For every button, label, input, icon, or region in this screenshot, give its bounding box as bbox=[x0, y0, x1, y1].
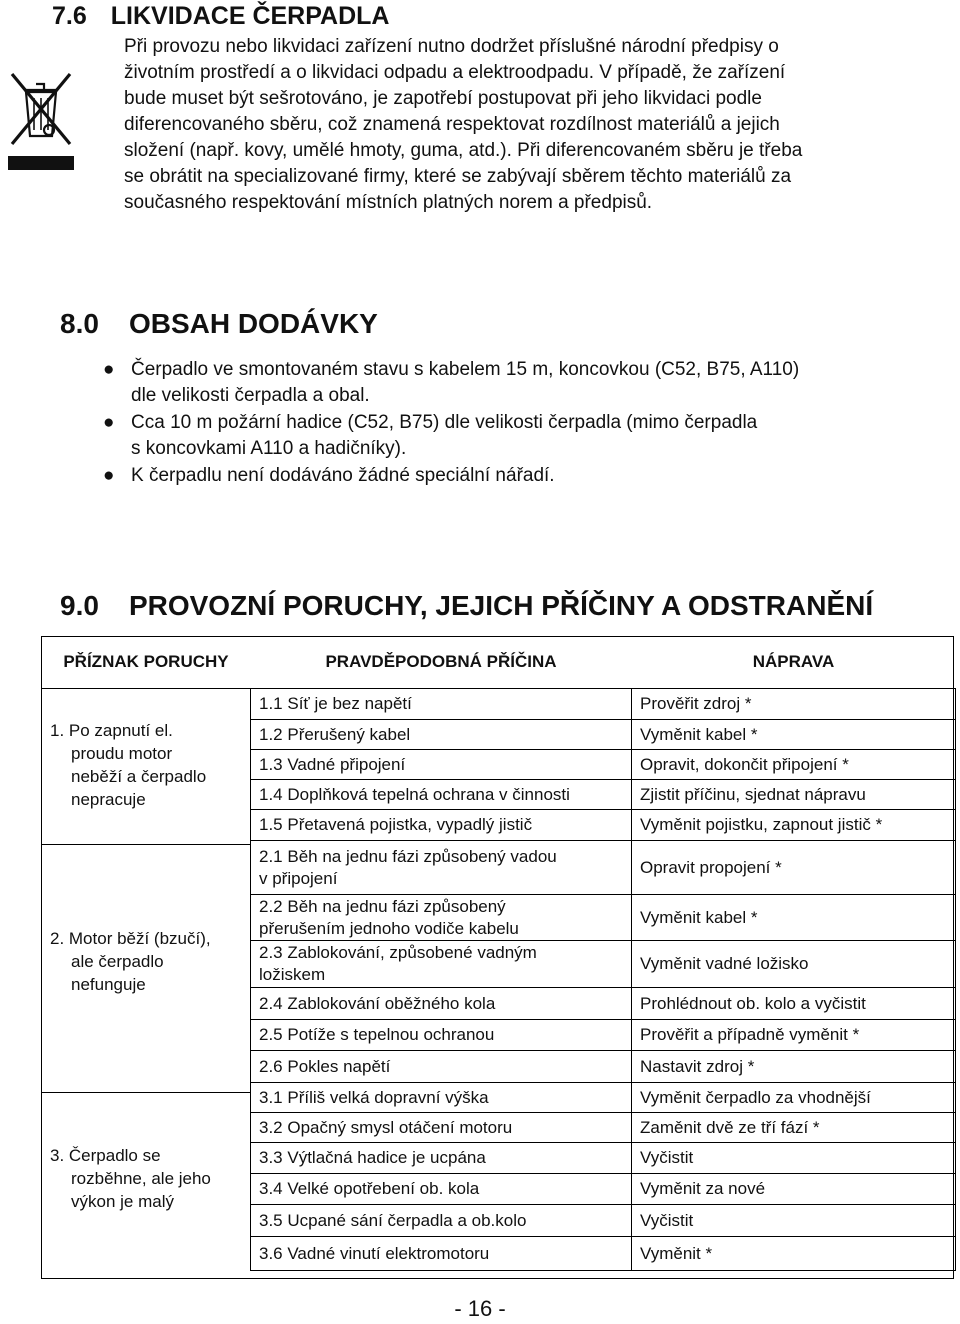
remedy-cell: Vyměnit za nové bbox=[632, 1174, 956, 1205]
header-cause: PRAVDĚPODOBNÁ PŘÍČINA bbox=[325, 652, 557, 671]
remedy-cell: Nastavit zdroj * bbox=[632, 1051, 956, 1083]
weee-crossed-bin-icon bbox=[8, 70, 74, 174]
cause-cell: 3.2 Opačný smysl otáčení motoru bbox=[251, 1113, 632, 1143]
paragraph-line: životním prostředí a o likvidaci odpadu a elektroodpadu. V případě, že zařízení bbox=[124, 62, 786, 83]
cause-cell: 3.4 Velké opotřebení ob. kola bbox=[251, 1174, 632, 1205]
fault-table bbox=[41, 636, 956, 1271]
cause-cell: 3.1 Příliš velká dopravní výška bbox=[251, 1083, 632, 1113]
symptom-cell: 2. Motor běží (bzučí), ale čerpadlo nefunguje bbox=[42, 841, 251, 1083]
bullet-icon: ● bbox=[103, 412, 115, 433]
table-row bbox=[42, 1083, 956, 1113]
cause-cell: 1.3 Vadné připojení bbox=[251, 750, 632, 780]
remedy-cell: Prověřit zdroj * bbox=[632, 689, 956, 720]
paragraph-line: Při provozu nebo likvidaci zařízení nutno dodržet příslušné národní předpisy o bbox=[124, 36, 779, 57]
section-title: PROVOZNÍ PORUCHY, JEJICH PŘÍČINY A ODSTRANĚNÍ bbox=[128, 590, 874, 621]
remedy-cell: Opravit propojení * bbox=[632, 841, 956, 895]
remedy-cell: Vyčistit bbox=[632, 1143, 956, 1174]
cause-cell: 2.1 Běh na jednu fázi způsobený vadou v připojení bbox=[251, 841, 632, 895]
remedy-cell: Vyměnit čerpadlo za vhodnější bbox=[632, 1083, 956, 1113]
cause-cell: 2.6 Pokles napětí bbox=[251, 1051, 632, 1083]
symptom-cell: 1. Po zapnutí el. proudu motor neběží a čerpadlo nepracuje bbox=[42, 689, 251, 841]
paragraph-line: složení (např. kovy, umělé hmoty, guma, atd.). Při diferencovaném sběru je třeba bbox=[124, 140, 803, 161]
remedy-cell: Vyměnit vadné ložisko bbox=[632, 941, 956, 988]
cause-cell: 1.1 Síť je bez napětí bbox=[251, 689, 632, 720]
list-item: ● Čerpadlo ve smontovaném stavu s kabelem 15 m, koncovkou (C52, B75, A110) dle velikosti čerpadla a obal. bbox=[103, 359, 800, 406]
table-header-row bbox=[42, 636, 956, 689]
remedy-cell: Vyměnit pojistku, zapnout jistič * bbox=[632, 810, 956, 841]
list-item: ● K čerpadlu není dodáváno žádné speciální nářadí. bbox=[131, 463, 799, 489]
bullet-icon: ● bbox=[103, 465, 115, 486]
remedy-cell: Zjistit příčinu, sjednat nápravu bbox=[632, 780, 956, 810]
cause-cell: 3.3 Výtlačná hadice je ucpána bbox=[251, 1143, 632, 1174]
cause-cell: 1.4 Doplňková tepelná ochrana v činnosti bbox=[251, 780, 632, 810]
cause-cell: 2.2 Běh na jednu fázi způsobený přerušením jednoho vodiče kabelu bbox=[251, 895, 632, 941]
disposal-paragraph bbox=[124, 34, 802, 216]
page-number: - 16 - bbox=[454, 1296, 506, 1321]
section-title: OBSAH DODÁVKY bbox=[128, 308, 378, 339]
cause-cell: 3.5 Ucpané sání čerpadla a ob.kolo bbox=[251, 1205, 632, 1237]
remedy-cell: Vyčistit bbox=[632, 1205, 956, 1237]
section-9-0-heading bbox=[60, 590, 873, 622]
paragraph-line: diferencovaného sběru, což znamená respektovat rozdílnost materiálů a jejich bbox=[124, 114, 780, 135]
remedy-cell: Zaměnit dvě ze tří fází * bbox=[632, 1113, 956, 1143]
symptom-cell: 3. Čerpadlo se rozběhne, ale jeho výkon je malý bbox=[42, 1083, 251, 1271]
cause-cell: 2.5 Potíže s tepelnou ochranou bbox=[251, 1020, 632, 1051]
remedy-cell: Vyměnit kabel * bbox=[632, 720, 956, 750]
header-remedy: NÁPRAVA bbox=[752, 652, 835, 671]
cause-cell: 1.2 Přerušený kabel bbox=[251, 720, 632, 750]
remedy-cell: Vyměnit * bbox=[632, 1237, 956, 1271]
group-divider bbox=[41, 688, 251, 689]
table-row bbox=[42, 689, 956, 720]
delivery-contents-list bbox=[103, 357, 800, 491]
list-item: ● Cca 10 m požární hadice (C52, B75) dle velikosti čerpadla (mimo čerpadla s koncovkami A110 a hadičníky). bbox=[103, 412, 758, 459]
cause-cell: 1.5 Přetavená pojistka, vypadlý jistič bbox=[251, 810, 632, 841]
section-title: LIKVIDACE ČERPADLA bbox=[110, 2, 390, 30]
cause-cell: 2.3 Zablokování, způsobené vadným ložiskem bbox=[251, 941, 632, 988]
group-divider bbox=[41, 844, 251, 845]
remedy-cell: Opravit, dokončit připojení * bbox=[632, 750, 956, 780]
group-divider bbox=[41, 1092, 251, 1093]
section-number: 7.6 bbox=[52, 2, 87, 30]
header-symptom: PŘÍZNAK PORUCHY bbox=[63, 652, 229, 672]
section-7-6-heading bbox=[52, 2, 389, 31]
section-number: 8.0 bbox=[60, 308, 99, 339]
remedy-cell: Vyměnit kabel * bbox=[632, 895, 956, 941]
cause-cell: 2.4 Zablokování oběžného kola bbox=[251, 988, 632, 1020]
paragraph-line: bude muset být sešrotováno, je zapotřebí postupovat při jeho likvidaci podle bbox=[124, 88, 762, 109]
section-8-0-heading bbox=[60, 308, 378, 340]
bullet-icon: ● bbox=[103, 359, 115, 380]
remedy-cell: Prověřit a případně vyměnit * bbox=[632, 1020, 956, 1051]
paragraph-line: současného respektování místních platných norem a předpisů. bbox=[124, 192, 653, 213]
remedy-cell: Prohlédnout ob. kolo a vyčistit bbox=[632, 988, 956, 1020]
cause-cell: 3.6 Vadné vinutí elektromotoru bbox=[251, 1237, 632, 1271]
section-number: 9.0 bbox=[60, 590, 99, 621]
table-row bbox=[42, 841, 956, 895]
paragraph-line: se obrátit na specializované firmy, které se zabývají sběrem těchto materiálů za bbox=[124, 166, 792, 187]
